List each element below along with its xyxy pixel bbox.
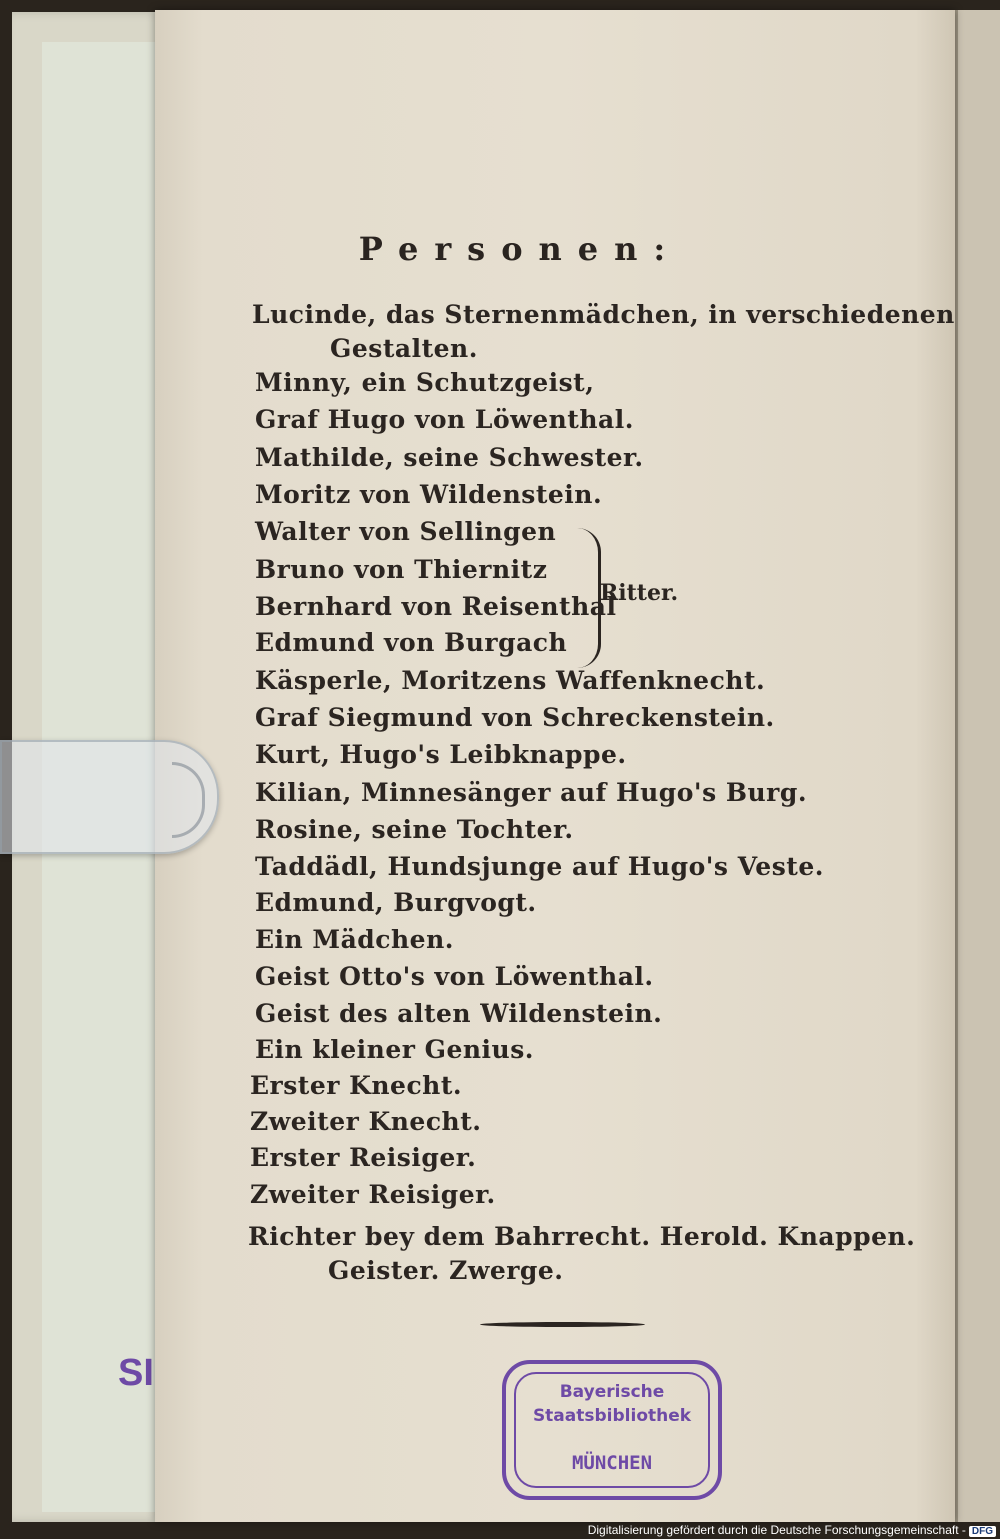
dfg-logo: DFG <box>969 1526 996 1537</box>
footer-text: Digitalisierung gefördert durch die Deutsche Forschungsgemeinschaft - <box>587 1523 966 1537</box>
cast-line: Lucinde, das Sternenmädchen, in verschiedenen <box>252 300 955 329</box>
partial-stamp-text: SI <box>118 1352 154 1394</box>
cast-line: Geister. Zwerge. <box>328 1256 564 1285</box>
cast-line: Richter bey dem Bahrrecht. Herold. Knappen. <box>248 1222 916 1251</box>
cast-line: Minny, ein Schutzgeist, <box>255 368 595 397</box>
cast-line: Geist Otto's von Löwenthal. <box>255 962 654 991</box>
cast-line: Gestalten. <box>330 334 478 363</box>
cast-line: Rosine, seine Tochter. <box>255 815 574 844</box>
cast-line: Zweiter Reisiger. <box>250 1180 496 1209</box>
cast-line: Taddädl, Hundsjunge auf Hugo's Veste. <box>255 852 824 881</box>
ritter-brace <box>568 528 601 668</box>
cast-line: Geist des alten Wildenstein. <box>255 999 663 1028</box>
cast-line: Kilian, Minnesänger auf Hugo's Burg. <box>255 778 808 807</box>
cast-line: Zweiter Knecht. <box>250 1107 482 1136</box>
cast-line: Kurt, Hugo's Leibknappe. <box>255 740 627 769</box>
cast-line: Graf Siegmund von Schreckenstein. <box>255 703 775 732</box>
cast-line: Mathilde, seine Schwester. <box>255 443 644 472</box>
cast-line: Graf Hugo von Löwenthal. <box>255 405 634 434</box>
library-stamp <box>502 1360 722 1500</box>
cast-line: Walter von Sellingen <box>255 517 557 546</box>
cast-line: Käsperle, Moritzens Waffenknecht. <box>255 666 766 695</box>
page-heading: Personen: <box>358 230 682 268</box>
cast-line: Edmund von Burgach <box>255 628 568 657</box>
cast-line: Bernhard von Reisenthal <box>255 592 617 621</box>
plastic-clip <box>0 740 219 854</box>
cast-line: Moritz von Wildenstein. <box>255 480 603 509</box>
cast-line: Edmund, Burgvogt. <box>255 888 537 917</box>
cast-line: Bruno von Thiernitz <box>255 555 548 584</box>
cast-line: Ein kleiner Genius. <box>255 1035 534 1064</box>
stamp-line-2: Staatsbibliothek <box>532 1406 692 1426</box>
cast-line: Erster Reisiger. <box>250 1143 477 1172</box>
stamp-line-3: MÜNCHEN <box>571 1452 653 1474</box>
end-rule <box>480 1322 645 1327</box>
cast-line: Erster Knecht. <box>250 1071 463 1100</box>
stamp-line-1: Bayerische <box>559 1382 665 1402</box>
clip-bend <box>172 762 205 838</box>
footer-credit <box>588 1523 996 1537</box>
ritter-label: Ritter. <box>600 580 679 606</box>
cast-line: Ein Mädchen. <box>255 925 454 954</box>
